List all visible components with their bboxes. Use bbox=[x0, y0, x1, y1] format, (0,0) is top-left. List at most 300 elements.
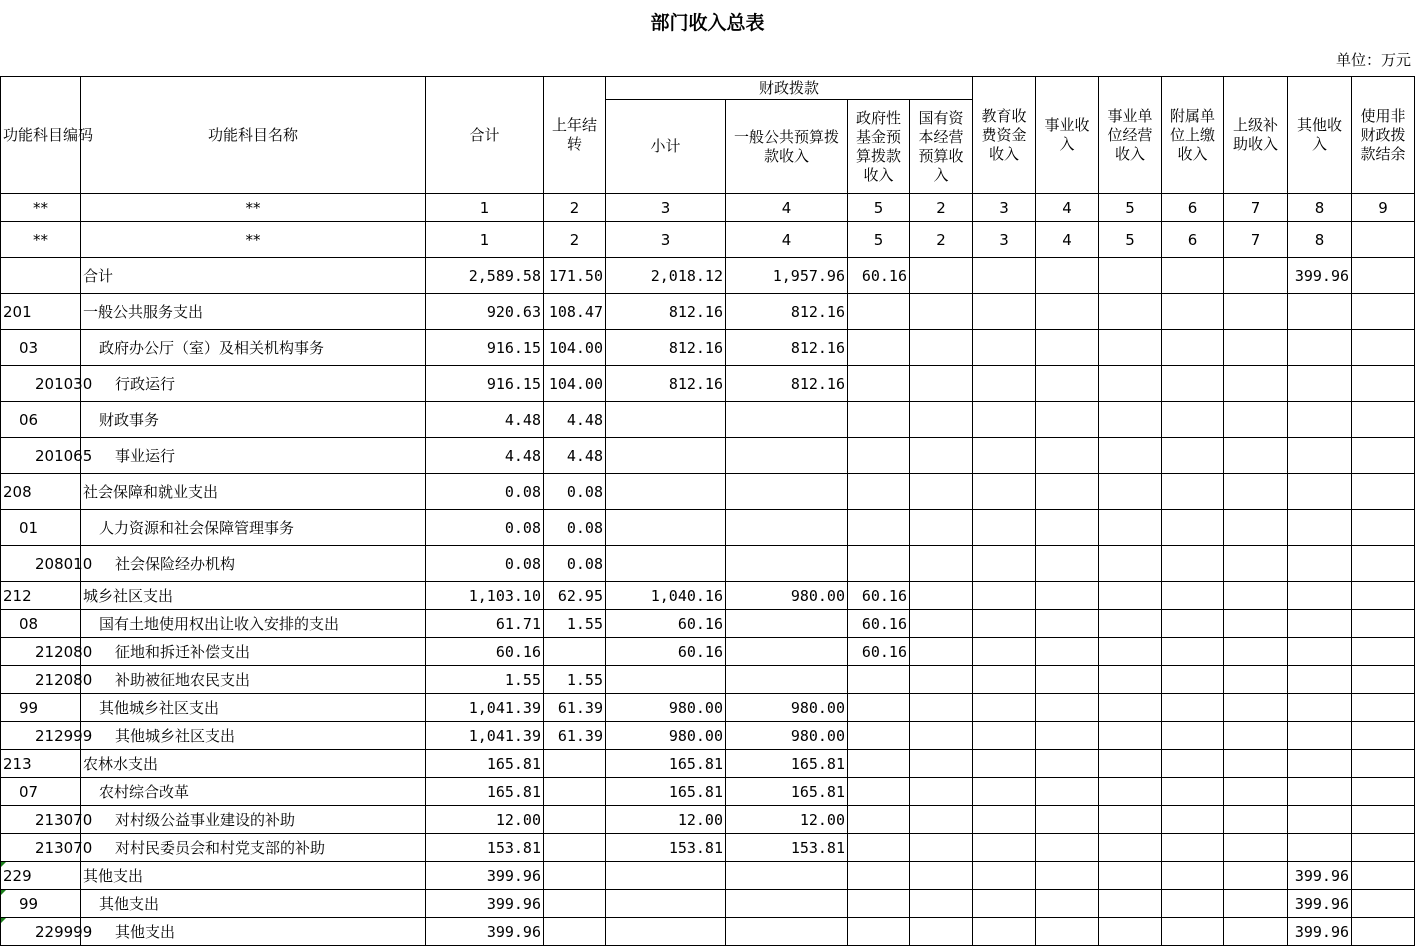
table-row bbox=[1, 834, 1415, 862]
row-value: 399.96 bbox=[1288, 918, 1352, 946]
row-value: 153.81 bbox=[726, 834, 848, 862]
index-row bbox=[1, 222, 1415, 258]
row-code bbox=[1, 258, 81, 294]
row-value: 165.81 bbox=[606, 778, 726, 806]
row-value bbox=[1162, 510, 1224, 546]
row-value bbox=[1224, 546, 1288, 582]
row-value: 980.00 bbox=[606, 694, 726, 722]
table-row bbox=[1, 610, 1415, 638]
row-value bbox=[910, 862, 973, 890]
row-value: 60.16 bbox=[848, 638, 910, 666]
index-cell: 2 bbox=[544, 222, 606, 258]
index-cell: 2 bbox=[910, 222, 973, 258]
row-value bbox=[910, 366, 973, 402]
row-value bbox=[973, 402, 1036, 438]
row-value bbox=[1288, 330, 1352, 366]
row-value bbox=[910, 778, 973, 806]
row-value: 1,041.39 bbox=[426, 722, 544, 750]
row-value bbox=[726, 666, 848, 694]
row-code: 212999 bbox=[1, 722, 81, 750]
row-value bbox=[1036, 582, 1099, 610]
row-value bbox=[973, 638, 1036, 666]
row-value bbox=[910, 582, 973, 610]
row-value bbox=[973, 582, 1036, 610]
row-value bbox=[1036, 778, 1099, 806]
row-value bbox=[1036, 366, 1099, 402]
row-name: 其他支出 bbox=[81, 918, 426, 946]
row-name: 其他支出 bbox=[81, 862, 426, 890]
row-value bbox=[848, 778, 910, 806]
row-value: 171.50 bbox=[544, 258, 606, 294]
table-row bbox=[1, 474, 1415, 510]
index-cell: ** bbox=[1, 222, 81, 258]
page-title: 部门收入总表 bbox=[650, 12, 765, 34]
row-value: 2,018.12 bbox=[606, 258, 726, 294]
table-row bbox=[1, 806, 1415, 834]
row-value bbox=[1288, 366, 1352, 402]
row-value: 4.48 bbox=[544, 438, 606, 474]
row-value bbox=[848, 834, 910, 862]
row-value bbox=[1352, 806, 1415, 834]
row-value bbox=[1352, 582, 1415, 610]
row-value bbox=[1099, 862, 1162, 890]
row-value: 399.96 bbox=[426, 862, 544, 890]
row-value: 399.96 bbox=[1288, 862, 1352, 890]
row-value bbox=[1352, 258, 1415, 294]
row-value bbox=[1224, 510, 1288, 546]
header-code: 功能科目编码 bbox=[1, 77, 81, 194]
row-value bbox=[1224, 294, 1288, 330]
row-value bbox=[1224, 722, 1288, 750]
row-value bbox=[1352, 722, 1415, 750]
row-value bbox=[1099, 258, 1162, 294]
row-value bbox=[1162, 778, 1224, 806]
row-value: 1,957.96 bbox=[726, 258, 848, 294]
index-cell: 6 bbox=[1162, 222, 1224, 258]
index-cell: 3 bbox=[606, 194, 726, 222]
row-value bbox=[1352, 834, 1415, 862]
row-value bbox=[1099, 918, 1162, 946]
row-value bbox=[544, 750, 606, 778]
row-value bbox=[1036, 294, 1099, 330]
row-value bbox=[1036, 402, 1099, 438]
row-name: 人力资源和社会保障管理事务 bbox=[81, 510, 426, 546]
row-value bbox=[1162, 546, 1224, 582]
row-value bbox=[910, 834, 973, 862]
row-value bbox=[1352, 694, 1415, 722]
row-name: 农村综合改革 bbox=[81, 778, 426, 806]
row-value bbox=[1162, 438, 1224, 474]
row-value: 60.16 bbox=[606, 610, 726, 638]
row-value: 812.16 bbox=[726, 366, 848, 402]
header-subtotal: 小计 bbox=[606, 100, 726, 194]
row-value: 12.00 bbox=[606, 806, 726, 834]
row-name: 对村级公益事业建设的补助 bbox=[81, 806, 426, 834]
row-value bbox=[1352, 546, 1415, 582]
row-value bbox=[1224, 474, 1288, 510]
row-value: 0.08 bbox=[544, 474, 606, 510]
row-value bbox=[1352, 402, 1415, 438]
row-value bbox=[1352, 474, 1415, 510]
row-value bbox=[1099, 834, 1162, 862]
row-value bbox=[1224, 778, 1288, 806]
index-cell: 8 bbox=[1288, 222, 1352, 258]
row-value bbox=[848, 890, 910, 918]
row-value bbox=[848, 546, 910, 582]
row-value: 165.81 bbox=[726, 778, 848, 806]
row-value bbox=[1224, 862, 1288, 890]
row-code: 99 bbox=[1, 694, 81, 722]
row-value bbox=[1352, 862, 1415, 890]
row-name: 其他支出 bbox=[81, 890, 426, 918]
row-value bbox=[1036, 474, 1099, 510]
header-affiliated: 附属单位上缴收入 bbox=[1162, 77, 1224, 194]
index-cell: 4 bbox=[1036, 222, 1099, 258]
row-value bbox=[1036, 722, 1099, 750]
row-value bbox=[1288, 294, 1352, 330]
row-name: 其他城乡社区支出 bbox=[81, 694, 426, 722]
income-summary-table bbox=[0, 76, 1415, 946]
row-value bbox=[1036, 806, 1099, 834]
header-operating: 事业单位经营收入 bbox=[1099, 77, 1162, 194]
row-code: 212080 bbox=[1, 666, 81, 694]
row-value bbox=[1036, 638, 1099, 666]
index-cell: 6 bbox=[1162, 194, 1224, 222]
header-general-budget: 一般公共预算拨款收入 bbox=[726, 100, 848, 194]
row-value: 108.47 bbox=[544, 294, 606, 330]
row-value bbox=[973, 778, 1036, 806]
row-value bbox=[1099, 474, 1162, 510]
row-value bbox=[606, 510, 726, 546]
table-row bbox=[1, 582, 1415, 610]
row-value: 60.16 bbox=[848, 582, 910, 610]
row-value bbox=[848, 474, 910, 510]
row-value bbox=[1352, 778, 1415, 806]
row-code: 213 bbox=[1, 750, 81, 778]
row-value bbox=[848, 294, 910, 330]
row-value: 165.81 bbox=[426, 750, 544, 778]
row-name: 城乡社区支出 bbox=[81, 582, 426, 610]
row-value bbox=[973, 694, 1036, 722]
row-value bbox=[1036, 258, 1099, 294]
row-value bbox=[1099, 582, 1162, 610]
row-value bbox=[1224, 666, 1288, 694]
row-name: 社会保障和就业支出 bbox=[81, 474, 426, 510]
row-value bbox=[1352, 918, 1415, 946]
row-value bbox=[544, 890, 606, 918]
index-cell: 2 bbox=[910, 194, 973, 222]
row-value: 812.16 bbox=[726, 330, 848, 366]
row-value bbox=[1224, 694, 1288, 722]
row-name: 补助被征地农民支出 bbox=[81, 666, 426, 694]
row-value bbox=[544, 918, 606, 946]
row-value bbox=[1162, 638, 1224, 666]
row-value bbox=[848, 750, 910, 778]
row-value bbox=[973, 666, 1036, 694]
row-value bbox=[910, 474, 973, 510]
row-value: 104.00 bbox=[544, 366, 606, 402]
row-value: 0.08 bbox=[426, 510, 544, 546]
row-name: 政府办公厅（室）及相关机构事务 bbox=[81, 330, 426, 366]
row-value bbox=[1288, 474, 1352, 510]
row-code: 208010 bbox=[1, 546, 81, 582]
row-code: 213070 bbox=[1, 834, 81, 862]
row-value bbox=[1288, 694, 1352, 722]
row-value bbox=[848, 366, 910, 402]
index-rows bbox=[1, 194, 1415, 258]
row-value: 60.16 bbox=[848, 258, 910, 294]
row-value bbox=[910, 638, 973, 666]
row-value bbox=[1162, 834, 1224, 862]
row-value bbox=[1352, 294, 1415, 330]
row-value bbox=[1099, 402, 1162, 438]
row-value: 12.00 bbox=[426, 806, 544, 834]
row-value bbox=[848, 918, 910, 946]
row-value bbox=[910, 294, 973, 330]
unit-label: 单位：万元 bbox=[1335, 51, 1411, 69]
row-value bbox=[1162, 694, 1224, 722]
row-value: 165.81 bbox=[726, 750, 848, 778]
row-value bbox=[1224, 890, 1288, 918]
row-value: 104.00 bbox=[544, 330, 606, 366]
row-value bbox=[848, 862, 910, 890]
row-value bbox=[726, 862, 848, 890]
row-value bbox=[1036, 750, 1099, 778]
row-value bbox=[1224, 750, 1288, 778]
row-value: 1.55 bbox=[544, 666, 606, 694]
row-value bbox=[1099, 666, 1162, 694]
row-name: 其他城乡社区支出 bbox=[81, 722, 426, 750]
row-value bbox=[1099, 778, 1162, 806]
row-value bbox=[1352, 438, 1415, 474]
row-value bbox=[1036, 862, 1099, 890]
row-value: 916.15 bbox=[426, 330, 544, 366]
table-row bbox=[1, 666, 1415, 694]
row-name: 对村民委员会和村党支部的补助 bbox=[81, 834, 426, 862]
row-value bbox=[973, 294, 1036, 330]
row-value bbox=[1036, 438, 1099, 474]
table-row bbox=[1, 330, 1415, 366]
row-value: 60.16 bbox=[606, 638, 726, 666]
row-value bbox=[910, 806, 973, 834]
row-value bbox=[1162, 750, 1224, 778]
header-total: 合计 bbox=[426, 77, 544, 194]
index-cell: 7 bbox=[1224, 194, 1288, 222]
row-value bbox=[910, 546, 973, 582]
row-value: 399.96 bbox=[1288, 890, 1352, 918]
row-value bbox=[1352, 366, 1415, 402]
row-code: 06 bbox=[1, 402, 81, 438]
row-value: 12.00 bbox=[726, 806, 848, 834]
header-other: 其他收入 bbox=[1288, 77, 1352, 194]
row-value bbox=[973, 722, 1036, 750]
row-value bbox=[1036, 510, 1099, 546]
row-value bbox=[1099, 694, 1162, 722]
index-cell: 3 bbox=[606, 222, 726, 258]
header-gov-fund: 政府性基金预算拨款收入 bbox=[848, 100, 910, 194]
row-value: 61.39 bbox=[544, 722, 606, 750]
row-value bbox=[1099, 330, 1162, 366]
row-value bbox=[1224, 806, 1288, 834]
row-value bbox=[973, 862, 1036, 890]
header-state-capital: 国有资本经营预算收入 bbox=[910, 100, 973, 194]
row-name: 行政运行 bbox=[81, 366, 426, 402]
table-row bbox=[1, 862, 1415, 890]
row-value bbox=[973, 330, 1036, 366]
row-value: 61.71 bbox=[426, 610, 544, 638]
row-name: 事业运行 bbox=[81, 438, 426, 474]
index-cell: 3 bbox=[973, 222, 1036, 258]
row-value bbox=[1099, 366, 1162, 402]
row-value: 153.81 bbox=[426, 834, 544, 862]
row-value: 399.96 bbox=[426, 918, 544, 946]
row-value bbox=[606, 666, 726, 694]
row-code: 208 bbox=[1, 474, 81, 510]
row-value: 1,040.16 bbox=[606, 582, 726, 610]
row-value: 4.48 bbox=[544, 402, 606, 438]
row-value bbox=[1099, 438, 1162, 474]
table-row bbox=[1, 918, 1415, 946]
header-carryover: 上年结转 bbox=[544, 77, 606, 194]
row-value bbox=[848, 330, 910, 366]
row-value: 916.15 bbox=[426, 366, 544, 402]
row-value bbox=[726, 890, 848, 918]
row-value bbox=[1288, 610, 1352, 638]
row-value bbox=[910, 722, 973, 750]
row-value bbox=[1288, 510, 1352, 546]
row-value bbox=[1036, 666, 1099, 694]
row-value bbox=[848, 510, 910, 546]
row-value bbox=[973, 510, 1036, 546]
row-value bbox=[1162, 610, 1224, 638]
row-name: 一般公共服务支出 bbox=[81, 294, 426, 330]
row-value bbox=[1162, 890, 1224, 918]
row-value bbox=[1099, 510, 1162, 546]
row-name: 财政事务 bbox=[81, 402, 426, 438]
row-value bbox=[726, 546, 848, 582]
row-code: 08 bbox=[1, 610, 81, 638]
row-value bbox=[1352, 330, 1415, 366]
row-name: 征地和拆迁补偿支出 bbox=[81, 638, 426, 666]
row-value bbox=[1036, 610, 1099, 638]
row-value bbox=[1224, 918, 1288, 946]
table-row bbox=[1, 722, 1415, 750]
index-cell bbox=[1352, 222, 1415, 258]
row-value bbox=[544, 806, 606, 834]
row-value: 980.00 bbox=[606, 722, 726, 750]
row-value: 0.08 bbox=[544, 546, 606, 582]
row-code: 201030 bbox=[1, 366, 81, 402]
row-value: 399.96 bbox=[1288, 258, 1352, 294]
row-value bbox=[1224, 610, 1288, 638]
row-value bbox=[1288, 666, 1352, 694]
row-value bbox=[1288, 778, 1352, 806]
row-value bbox=[1099, 806, 1162, 834]
index-cell: 4 bbox=[726, 194, 848, 222]
row-value: 60.16 bbox=[426, 638, 544, 666]
row-value bbox=[848, 438, 910, 474]
row-value bbox=[848, 806, 910, 834]
row-value bbox=[910, 438, 973, 474]
row-value bbox=[910, 258, 973, 294]
row-value: 980.00 bbox=[726, 722, 848, 750]
row-value bbox=[544, 778, 606, 806]
index-row bbox=[1, 194, 1415, 222]
row-value bbox=[910, 402, 973, 438]
row-value bbox=[973, 258, 1036, 294]
row-value: 2,589.58 bbox=[426, 258, 544, 294]
row-value bbox=[544, 862, 606, 890]
row-value bbox=[726, 918, 848, 946]
row-value bbox=[1162, 474, 1224, 510]
row-value bbox=[544, 638, 606, 666]
header-non-fiscal: 使用非财政拨款结余 bbox=[1352, 77, 1415, 194]
row-code: 99 bbox=[1, 890, 81, 918]
row-value: 4.48 bbox=[426, 402, 544, 438]
row-value bbox=[1224, 438, 1288, 474]
row-value: 812.16 bbox=[606, 330, 726, 366]
row-value bbox=[973, 546, 1036, 582]
row-value: 1,103.10 bbox=[426, 582, 544, 610]
row-value bbox=[1162, 366, 1224, 402]
row-value bbox=[726, 638, 848, 666]
row-code: 229 bbox=[1, 862, 81, 890]
row-value bbox=[1352, 750, 1415, 778]
row-value bbox=[1162, 918, 1224, 946]
row-value: 61.39 bbox=[544, 694, 606, 722]
row-value bbox=[1162, 666, 1224, 694]
row-value bbox=[1099, 638, 1162, 666]
row-value bbox=[910, 666, 973, 694]
row-value bbox=[973, 474, 1036, 510]
index-cell: 4 bbox=[1036, 194, 1099, 222]
row-value bbox=[1162, 582, 1224, 610]
row-value: 812.16 bbox=[726, 294, 848, 330]
row-value bbox=[1162, 258, 1224, 294]
index-cell: 4 bbox=[726, 222, 848, 258]
row-value bbox=[1224, 834, 1288, 862]
row-value: 153.81 bbox=[606, 834, 726, 862]
table-row bbox=[1, 694, 1415, 722]
row-value bbox=[973, 438, 1036, 474]
row-value bbox=[848, 666, 910, 694]
row-value bbox=[606, 402, 726, 438]
row-value bbox=[726, 474, 848, 510]
row-value: 0.08 bbox=[426, 546, 544, 582]
row-value bbox=[910, 750, 973, 778]
row-code: 07 bbox=[1, 778, 81, 806]
index-cell: 5 bbox=[1099, 222, 1162, 258]
table-row bbox=[1, 294, 1415, 330]
row-value bbox=[606, 474, 726, 510]
row-value bbox=[1099, 750, 1162, 778]
row-value: 60.16 bbox=[848, 610, 910, 638]
row-value bbox=[1352, 610, 1415, 638]
row-value bbox=[973, 806, 1036, 834]
row-value bbox=[1352, 510, 1415, 546]
table-row bbox=[1, 546, 1415, 582]
index-cell: 9 bbox=[1352, 194, 1415, 222]
row-value bbox=[910, 510, 973, 546]
row-code: 201 bbox=[1, 294, 81, 330]
table-row bbox=[1, 438, 1415, 474]
row-value bbox=[1099, 890, 1162, 918]
index-cell: ** bbox=[81, 222, 426, 258]
index-cell: 1 bbox=[426, 222, 544, 258]
table-row bbox=[1, 890, 1415, 918]
row-value bbox=[973, 366, 1036, 402]
row-value bbox=[1224, 582, 1288, 610]
